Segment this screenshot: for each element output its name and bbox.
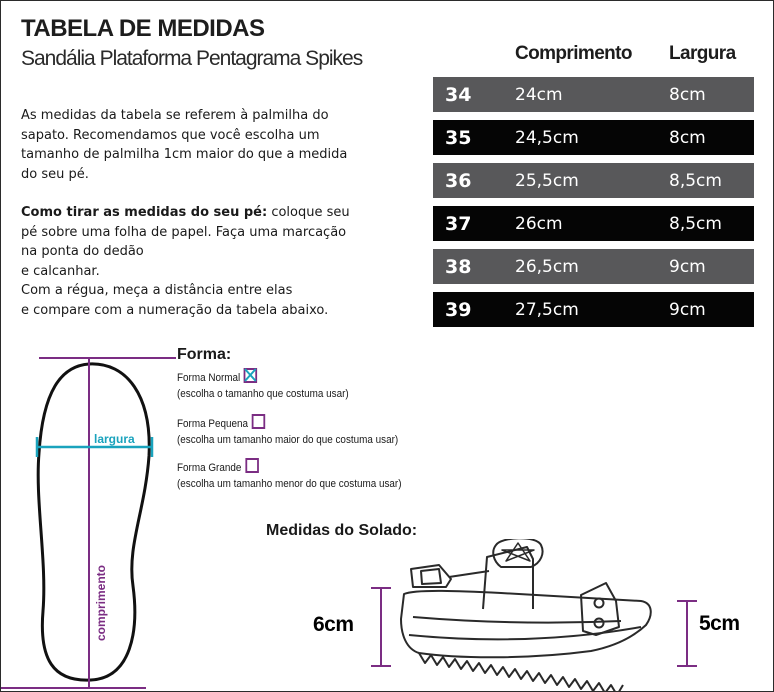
size-row bbox=[433, 206, 754, 241]
buckle-strap bbox=[449, 571, 489, 577]
rivet-bottom bbox=[595, 619, 604, 628]
comprimento-label: comprimento bbox=[94, 564, 108, 641]
platform-upper-edge bbox=[413, 617, 621, 623]
size-row bbox=[433, 120, 754, 155]
column-header-largura: Largura bbox=[669, 43, 736, 64]
sandal-drawing bbox=[401, 539, 651, 691]
how-to-measure-line4: e compare com a numeração da tabela abaixo. bbox=[21, 302, 329, 318]
how-to-measure-text: coloque seu pé sobre uma folha de papel. Faça uma marcação na ponta do dedão bbox=[21, 205, 350, 259]
how-to-measure bbox=[21, 203, 351, 262]
tread-teeth bbox=[419, 653, 623, 691]
page-title: TABELA DE MEDIDAS bbox=[21, 15, 265, 42]
largura-cell: 9cm bbox=[669, 300, 706, 320]
solado-title: Medidas do Solado: bbox=[266, 522, 418, 539]
size-cell: 37 bbox=[445, 213, 472, 235]
forma-option-hint: (escolha um tamanho maior do que costuma usar) bbox=[177, 434, 399, 446]
buckle-inner bbox=[421, 569, 441, 584]
forma-option-label: Forma Normal bbox=[177, 372, 241, 384]
sandal-sole-diagram bbox=[301, 539, 751, 691]
how-to-measure-label: Como tirar as medidas do seu pé: bbox=[21, 205, 268, 220]
forma-option-pequena bbox=[177, 414, 398, 448]
forma-option-grande bbox=[177, 458, 402, 492]
column-header-comprimento: Comprimento bbox=[515, 43, 632, 64]
forma-option-label: Forma Grande bbox=[177, 462, 242, 474]
checked-checkbox-icon bbox=[244, 368, 258, 383]
forma-option-normal bbox=[177, 368, 349, 402]
comprimento-cell: 24,5cm bbox=[515, 128, 579, 148]
largura-label: largura bbox=[94, 432, 135, 446]
size-row bbox=[433, 292, 754, 327]
size-row bbox=[433, 249, 754, 284]
checkbox-icon bbox=[245, 458, 259, 473]
comprimento-cell: 24cm bbox=[515, 85, 563, 105]
how-to-measure-line3: Com a régua, meça a distância entre elas bbox=[21, 283, 293, 298]
product-subtitle: Sandália Plataforma Pentagrama Spikes bbox=[21, 47, 363, 70]
size-cell: 36 bbox=[445, 170, 472, 192]
comprimento-cell: 25,5cm bbox=[515, 171, 579, 191]
forma-title: Forma: bbox=[177, 346, 232, 363]
rivet-top bbox=[595, 599, 604, 608]
largura-cell: 8,5cm bbox=[669, 171, 722, 191]
platform-mid-edge bbox=[409, 627, 641, 639]
platform-outline bbox=[401, 591, 651, 657]
size-row bbox=[433, 163, 754, 198]
insole-diagram bbox=[1, 341, 176, 692]
how-to-measure-line2: e calcanhar. bbox=[21, 263, 100, 279]
pentagram-star bbox=[502, 543, 534, 561]
comprimento-cell: 26,5cm bbox=[515, 257, 579, 277]
forma-option-hint: (escolha o tamanho que costuma usar) bbox=[177, 388, 349, 400]
forma-option-hint: (escolha um tamanho menor do que costuma usar) bbox=[177, 478, 402, 490]
largura-cell: 9cm bbox=[669, 257, 706, 277]
size-cell: 35 bbox=[445, 127, 472, 149]
left-height-label: 6cm bbox=[313, 613, 354, 636]
forma-option-label: Forma Pequena bbox=[177, 418, 249, 430]
largura-cell: 8cm bbox=[669, 128, 706, 148]
comprimento-cell: 27,5cm bbox=[515, 300, 579, 320]
right-height-label: 5cm bbox=[699, 612, 740, 635]
largura-cell: 8cm bbox=[669, 85, 706, 105]
checkbox-icon bbox=[252, 414, 266, 429]
size-row bbox=[433, 77, 754, 112]
insole-note: As medidas da tabela se referem à palmilha do sapato. Recomendamos que você escolha um tamanho de palmilha 1cm maior do que a medida do seu pé. bbox=[21, 108, 348, 182]
size-table bbox=[433, 77, 754, 335]
instructions-text bbox=[21, 106, 351, 320]
comprimento-cell: 26cm bbox=[515, 214, 563, 234]
largura-cell: 8,5cm bbox=[669, 214, 722, 234]
size-cell: 38 bbox=[445, 256, 472, 278]
size-cell: 34 bbox=[445, 84, 472, 106]
size-cell: 39 bbox=[445, 299, 472, 321]
ankle-strap bbox=[483, 547, 533, 609]
